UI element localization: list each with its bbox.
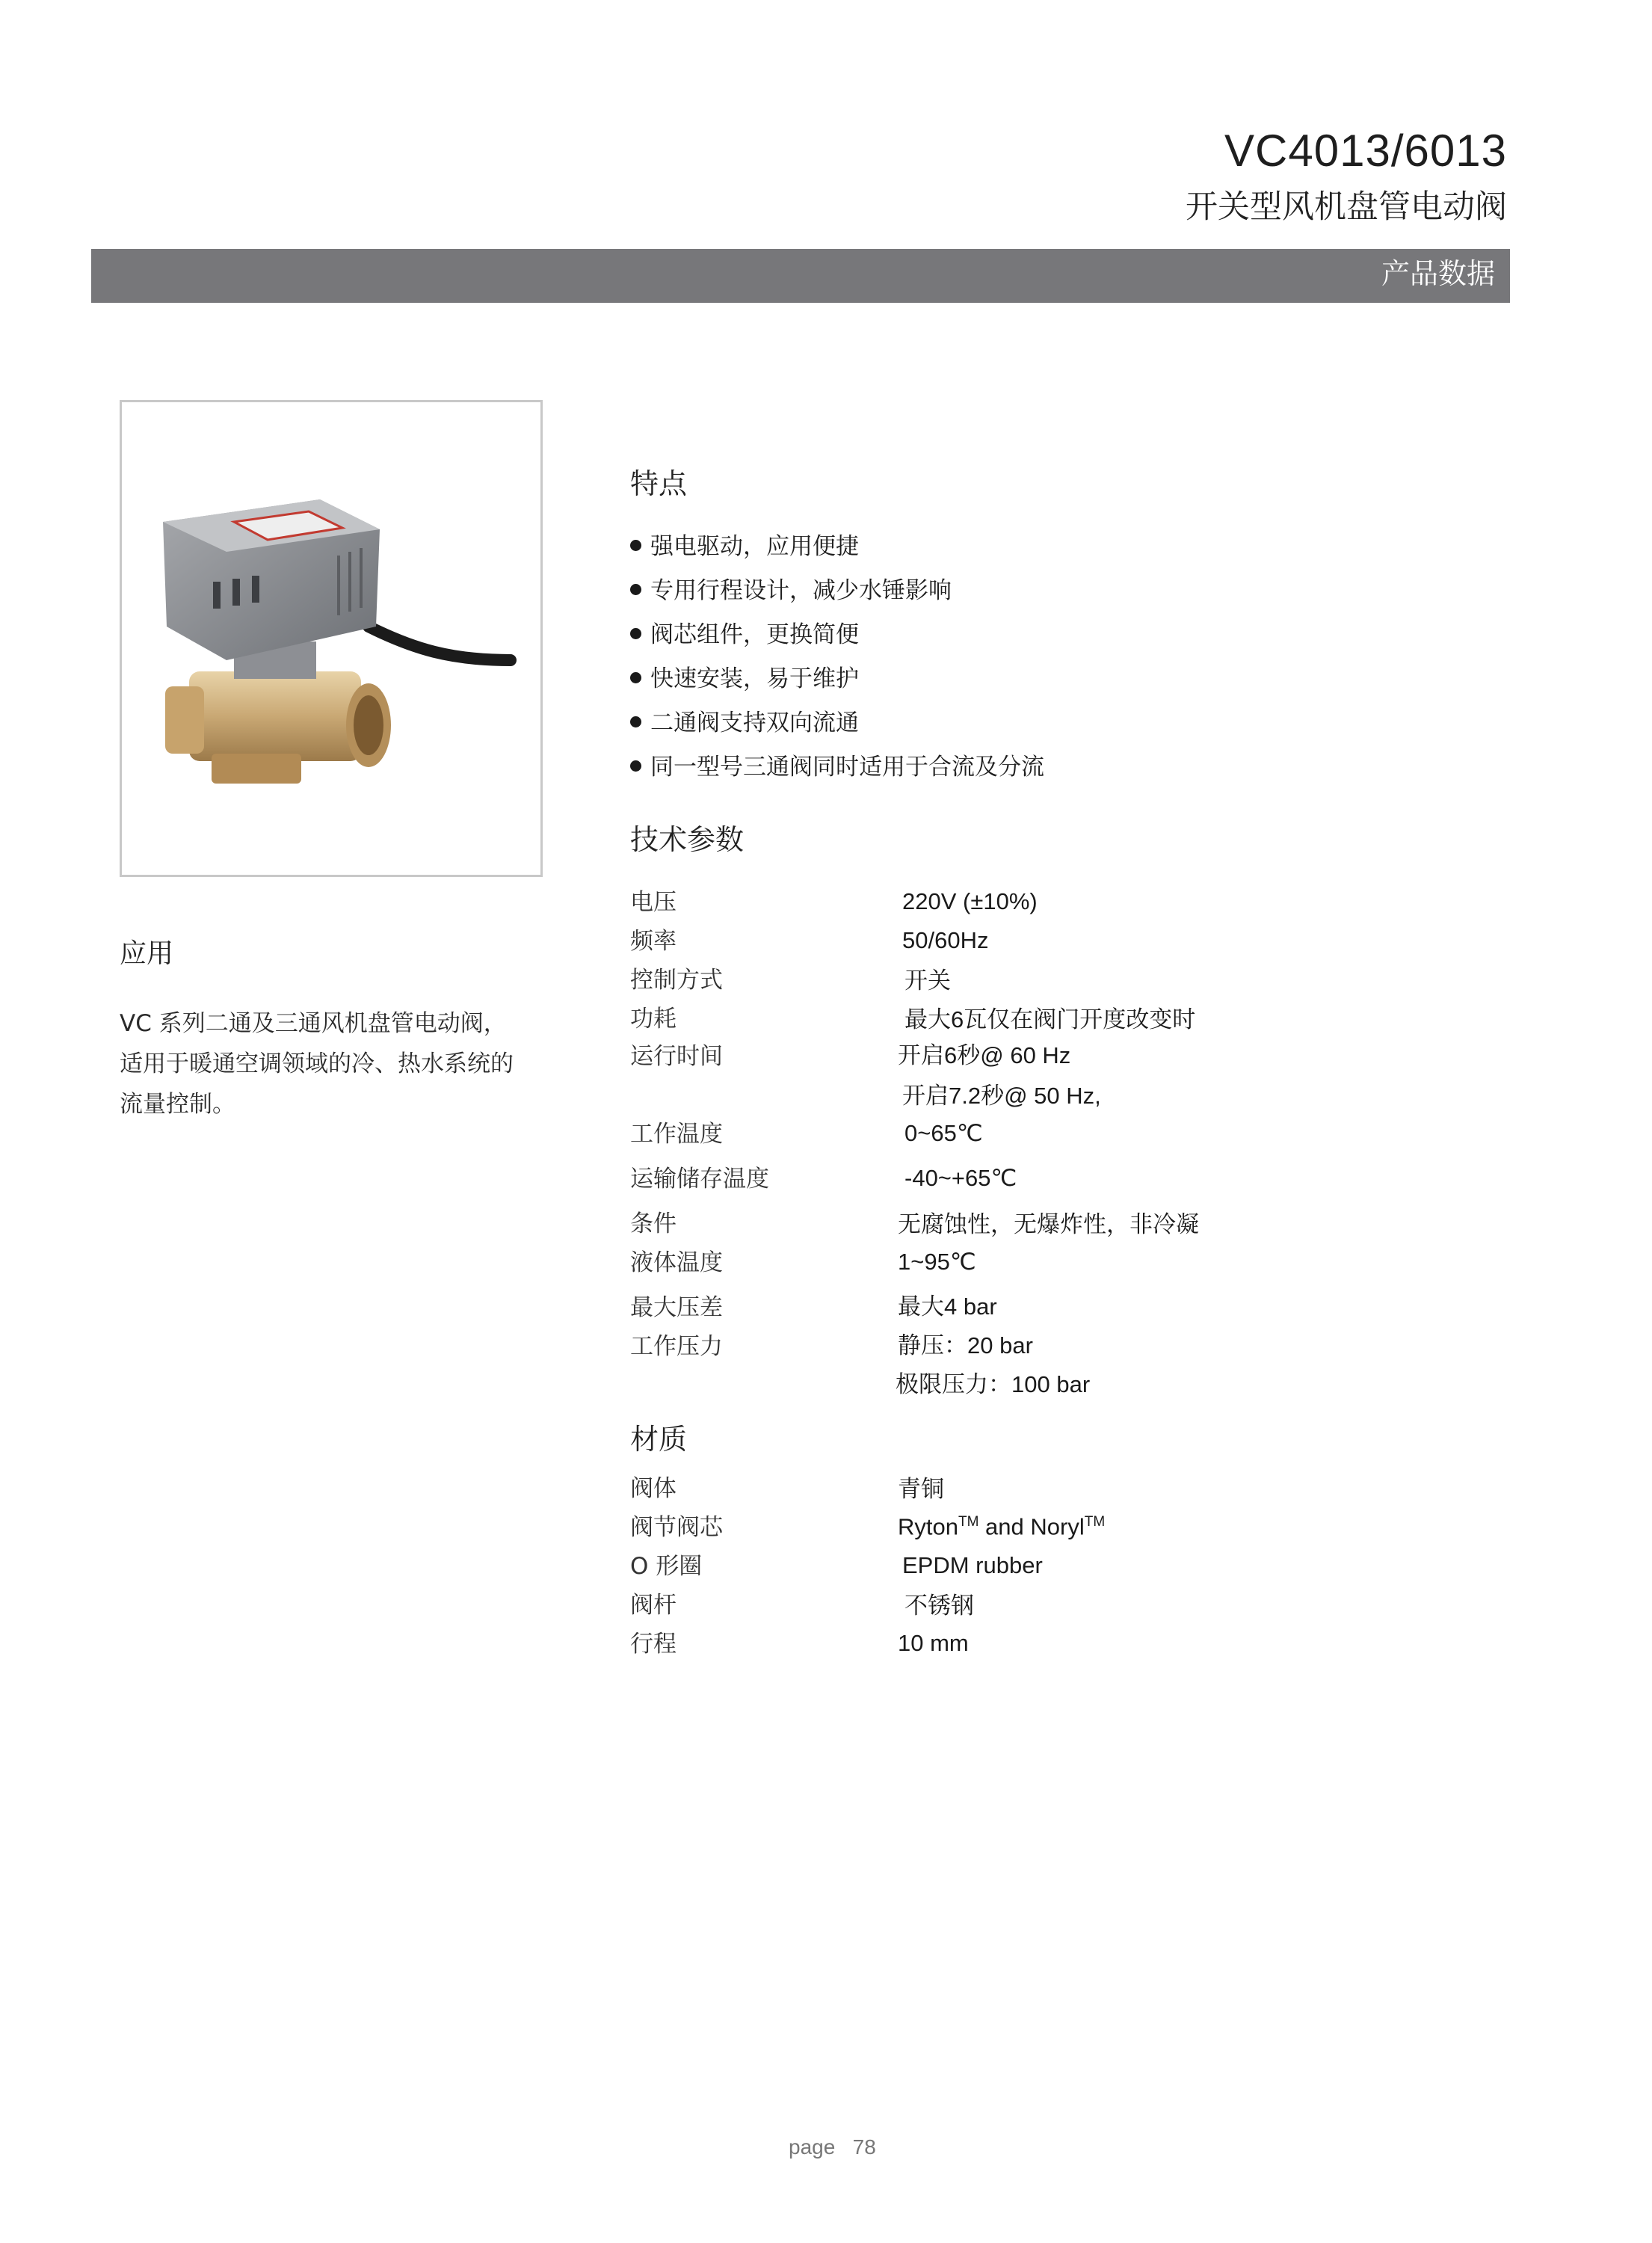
feature-item: 快速安装，易于维护 [630,668,859,691]
bullet-icon [630,584,641,595]
spec-value: 开启6秒@ 60 Hz [898,1042,1071,1068]
feature-item: 二通阀支持双向流通 [630,712,859,735]
spec-value: 0~65℃ [904,1120,983,1146]
material-value: 不锈钢 [904,1593,974,1619]
material-label: 行程 [630,1631,676,1658]
spec-label: 液体温度 [630,1249,723,1276]
feature-item: 专用行程设计，减少水锤影响 [630,579,952,603]
product-subtitle: 开关型风机盘管电动阀 [1186,188,1507,226]
spec-value: 最大4 bar [898,1293,997,1320]
application-line: 流量控制。 [120,1091,235,1118]
spec-label: 最大压差 [630,1294,723,1321]
spec-value: 极限压力：100 bar [896,1371,1091,1397]
trademark: TM [1084,1514,1106,1530]
material-value: Ryton™ and Noryl™ [898,1513,1106,1540]
material-value: 10 mm [898,1630,969,1656]
material-value: EPDM rubber [902,1552,1043,1578]
spec-label: 电压 [630,889,676,916]
spec-value: 50/60Hz [902,927,989,953]
valve-image [122,402,540,875]
page-footer [789,2137,876,2158]
model-number: VC4013/6013 [1224,126,1507,176]
spec-label: 运行时间 [630,1043,723,1070]
spec-label: 功耗 [630,1006,676,1033]
bullet-icon [630,540,641,551]
spec-value: 1~95℃ [898,1249,976,1275]
features-heading: 特点 [630,467,688,500]
spec-label: 工作温度 [630,1121,723,1148]
page-number: 78 [852,2135,876,2159]
spec-label: 运输储存温度 [630,1166,769,1193]
spec-label: 工作压力 [630,1333,723,1360]
spec-value: 无腐蚀性，无爆炸性，非冷凝 [898,1211,1199,1237]
spec-value: 220V (±10%) [902,888,1038,914]
spec-label: 频率 [630,928,676,955]
trademark: TM [958,1514,979,1530]
bullet-icon [630,760,641,772]
section-bar [91,249,1510,303]
product-photo-frame [120,400,543,877]
bullet-icon [630,716,641,727]
spec-label: 条件 [630,1210,676,1237]
feature-item: 阀芯组件，更换简便 [630,624,859,647]
material-label: 阀体 [630,1475,676,1502]
specs-heading: 技术参数 [630,823,745,856]
application-text [120,1003,568,1124]
spec-value: -40~+65℃ [904,1165,1017,1191]
materials-heading: 材质 [630,1423,688,1456]
material-label: 阀节阀芯 [630,1514,723,1541]
application-line: 适用于暖通空调领域的冷、热水系统的 [120,1050,514,1077]
material-label: O 形圈 [630,1553,703,1580]
material-label: 阀杆 [630,1592,676,1619]
application-line: VC 系列二通及三通风机盘管电动阀， [120,1010,507,1037]
section-bar-label: 产品数据 [1381,257,1495,290]
bullet-icon [630,672,641,683]
spec-value: 开启7.2秒@ 50 Hz, [902,1083,1101,1109]
material-value: 青铜 [898,1476,944,1502]
spec-value: 开关 [904,967,951,994]
page-label: page [789,2135,836,2159]
spec-value: 静压：20 bar [898,1332,1033,1359]
application-heading: 应用 [120,938,174,969]
bullet-icon [630,628,641,639]
spec-value: 最大6瓦仅在阀门开度改变时 [904,1006,1196,1033]
spec-label: 控制方式 [630,967,723,994]
feature-item: 同一型号三通阀同时适用于合流及分流 [630,756,1044,779]
feature-item: 强电驱动，应用便捷 [630,535,859,559]
